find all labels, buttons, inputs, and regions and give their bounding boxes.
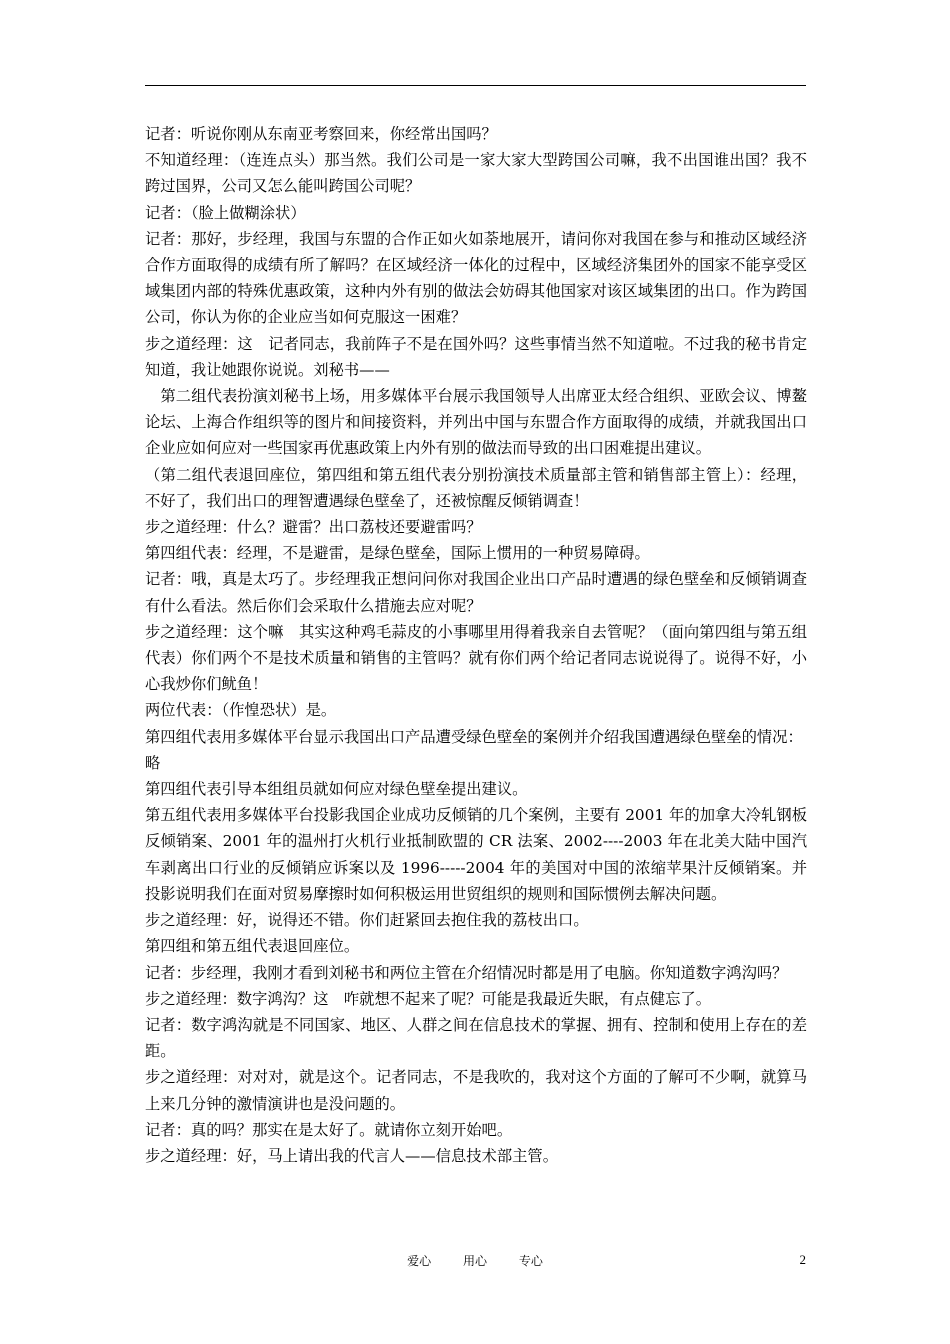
paragraph: 第五组代表用多媒体平台投影我国企业成功反倾销的几个案例，主要有 2001 年的加拿大冷轧钢板反倾销案、2001 年的温州打火机行业抵制欧盟的 CR 法案、2002----2003 年在北美大陆中国汽车剥离出口行业的反倾销应诉案以及 1996-----2004 年的美国对中国的浓缩苹果汁反倾销案。并投影说明我们在面对贸易摩擦时如何积极运用世贸组织的规则和国际惯例去解决问题。 xyxy=(145,806,807,903)
paragraph: 步之道经理：好，说得还不错。你们赶紧回去抱住我的荔枝出口。 xyxy=(145,911,589,930)
paragraph: 不知道经理：（连连点头）那当然。我们公司是一家大家大型跨国公司嘛，我不出国谁出国？我不跨过国界，公司又怎么能叫跨国公司呢？ xyxy=(145,151,807,196)
paragraph: 记者：真的吗？那实在是太好了。就请你立刻开始吧。 xyxy=(145,1120,513,1139)
paragraph: 略 xyxy=(145,753,161,772)
paragraph: 第四组和第五组代表退回座位。 xyxy=(145,937,360,956)
paragraph: 记者：（脸上做糊涂状） xyxy=(145,203,306,222)
paragraph: 步之道经理：数字鸿沟？这 咋就想不起来了呢？可能是我最近失眠，有点健忘了。 xyxy=(145,989,711,1008)
footer-motto-item: 用心 xyxy=(462,1254,487,1268)
paragraph: 记者：数字鸿沟就是不同国家、地区、人群之间在信息技术的掌握、拥有、控制和使用上存在的差距。 xyxy=(145,1015,807,1061)
paragraph: （第二组代表退回座位，第四组和第五组代表分别扮演技术质量部主管和销售部主管上）：经理，不好了，我们出口的理智遭遇绿色壁垒了，还被惊醒反倾销调查！ xyxy=(145,465,807,510)
paragraph: 步之道经理：这个嘛 其实这种鸡毛蒜皮的小事哪里用得着我亲自去管呢？（面向第四组与第五组代表）你们两个不是技术质量和销售的主管吗？就有你们两个给记者同志说说得了。说得不好，小心我炒你们鱿鱼！ xyxy=(145,622,807,694)
paragraph: 第四组代表引导本组组员就如何应对绿色壁垒提出建议。 xyxy=(145,780,528,799)
header-rule xyxy=(145,85,806,86)
footer-motto-item: 爱心 xyxy=(407,1254,432,1268)
paragraph: 两位代表：（作惶恐状）是。 xyxy=(145,701,337,720)
paragraph: 步之道经理：这 记者同志，我前阵子不是在国外吗？这些事情当然不知道啦。不过我的秘书肯定知道，我让她跟你说说。刘秘书—— xyxy=(145,334,807,379)
paragraph: 步之道经理：对对对，就是这个。记者同志，不是我吹的，我对这个方面的了解可不少啊，就算马上来几分钟的激情演讲也是没问题的。 xyxy=(145,1068,807,1113)
paragraph: 第二组代表扮演刘秘书上场，用多媒体平台展示我国领导人出席亚太经合组织、亚欧会议、博鳌论坛、上海合作组织等的图片和间接资料，并列出中国与东盟合作方面取得的成绩，并就我国出口企业应如何应对一些国家再优惠政策上内外有别的做法而导致的出口困难提出建议。 xyxy=(145,387,807,458)
paragraph: 第四组代表：经理，不是避雷，是绿色壁垒，国际上惯用的一种贸易障碍。 xyxy=(145,544,650,563)
footer-motto-item: 专心 xyxy=(518,1254,543,1268)
paragraph: 步之道经理：好，马上请出我的代言人——信息技术部主管。 xyxy=(145,1146,559,1165)
page-number: 2 xyxy=(799,1252,806,1267)
paragraph: 第四组代表用多媒体平台显示我国出口产品遭受绿色壁垒的案例并介绍我国遭遇绿色壁垒的情况： xyxy=(145,727,803,746)
footer-motto xyxy=(0,1252,950,1269)
paragraph: 记者：听说你刚从东南亚考察回来，你经常出国吗？ xyxy=(145,125,497,143)
body-text xyxy=(145,121,807,1169)
paragraph: 步之道经理：什么？避雷？出口荔枝还要避雷吗？ xyxy=(145,518,482,537)
paragraph: 记者：步经理，我刚才看到刘秘书和两位主管在介绍情况时都是用了电脑。你知道数字鸿沟吗？ xyxy=(145,963,788,982)
paragraph: 记者：那好，步经理，我国与东盟的合作正如火如荼地展开，请问你对我国在参与和推动区域经济合作方面取得的成绩有所了解吗？在区域经济一体化的过程中，区域经济集团外的国家不能享受区域集团内部的特殊优惠政策，这种内外有别的做法会妨碍其他国家对该区域集团的出口。作为跨国公司，你认为你的企业应当如何克服这一困难？ xyxy=(145,229,807,327)
paragraph: 记者：哦，真是太巧了。步经理我正想问问你对我国企业出口产品时遭遇的绿色壁垒和反倾销调查有什么看法。然后你们会采取什么措施去应对呢？ xyxy=(145,570,807,615)
